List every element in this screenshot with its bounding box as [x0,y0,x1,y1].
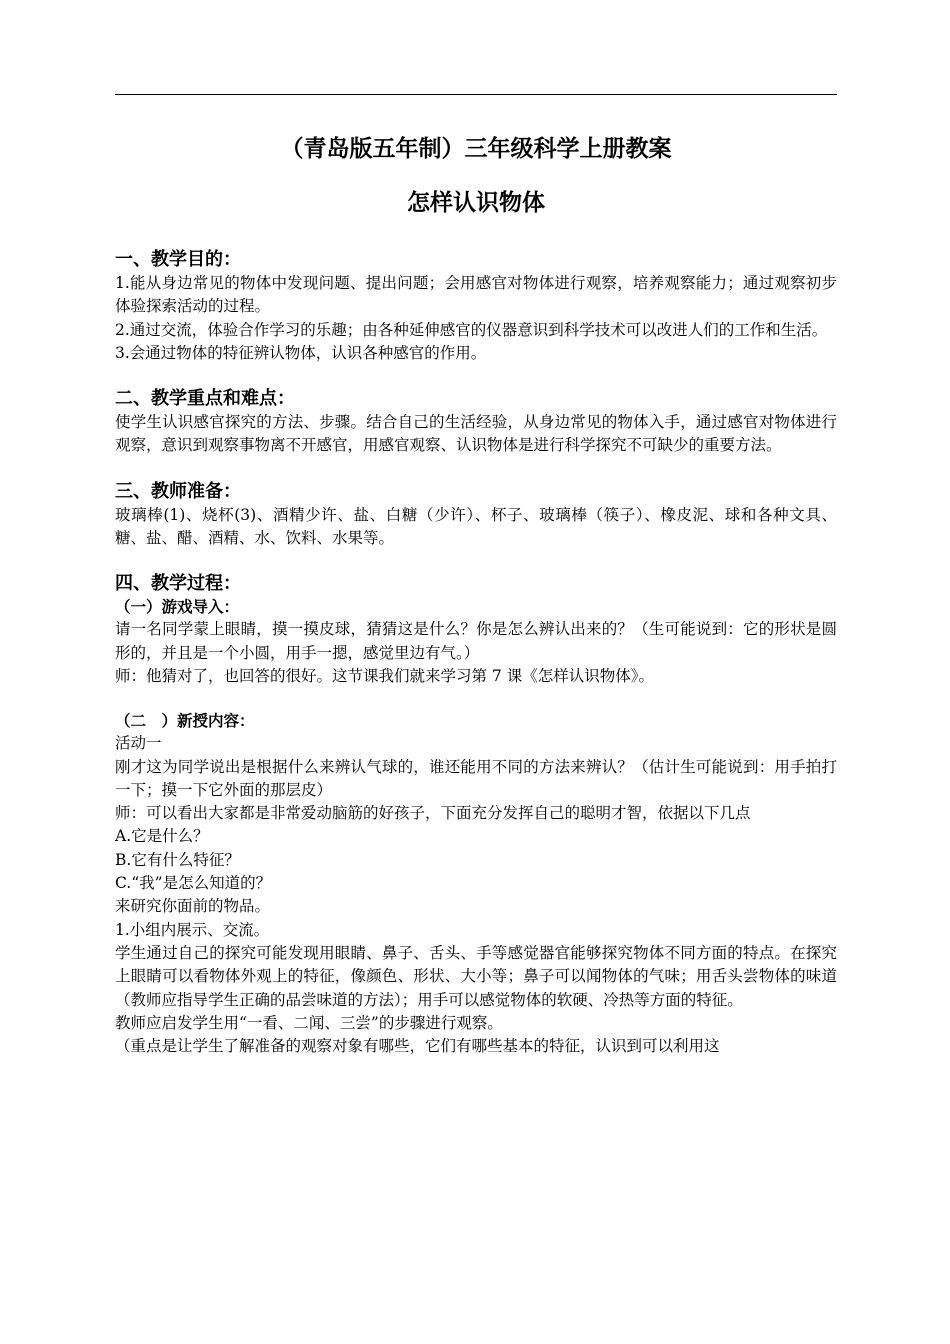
section-heading-preparation: 三、教师准备： [115,480,241,502]
list-item: C.“我”是怎么知道的？ [115,874,272,893]
document-body [115,128,837,1058]
list-item: A.它是什么？ [115,827,209,846]
paragraph: 1.小组内展示、交流。 [115,920,270,939]
paragraph: 学生通过自己的探究可能发现用眼睛、鼻子、舌头、手等感觉器官能够探究物体不同方面的特点。在探究上眼睛可以看物体外观上的特征，像颜色、形状、大小等；鼻子可以闻物体的气味；用舌头尝物体的味道（教师应指导学生正确的品尝味道的方法）；用手可以感觉物体的软硬、冷热等方面的特征。 [115,943,837,1009]
list-item: B.它有什么特征？ [115,850,240,869]
paragraph: 师：他猜对了，也回答的很好。这节课我们就来学习第 7 课《怎样认识物体》。 [115,666,654,685]
document-title: （青岛版五年制）三年级科学上册教案 [280,135,672,162]
section-heading-objectives: 一、教学目的： [115,249,241,270]
subsection-heading-intro: （一）游戏导入： [115,597,240,617]
paragraph: 2.通过交流，体验合作学习的乐趣；由各种延伸感官的仪器意识到科学技术可以改进人们的工作和生活。 [115,320,828,339]
paragraph: 来研究你面前的物品。 [115,897,271,916]
paragraph: 3.会通过物体的特征辨认物体，认识各种感官的作用。 [115,343,487,362]
paragraph: （重点是让学生了解准备的观察对象有哪些，它们有哪些基本的特征，认识到可以利用这 [115,1037,720,1056]
spacer [115,688,837,710]
header-rule [115,94,837,95]
section-heading-process: 四、教学过程： [115,573,241,595]
paragraph: 玻璃棒(1)、烧杯(3)、酒精少许、盐、白糖（少许）、杯子、玻璃棒（筷子）、橡皮泥、球和各种文具、糖、盐、醋、酒精、水、饮料、水果等。 [115,505,837,548]
subsection-heading-new-content: （二 ）新授内容： [115,711,255,731]
paragraph: 刚才这为同学说出是根据什么来辨认气球的，谁还能用不同的方法来辨认？（估计生可能说到：用手拍打一下；摸一下它外面的那层皮） [115,757,837,799]
document-subtitle: 怎样认识物体 [407,189,545,216]
paragraph: 师：可以看出大家都是非常爱动脑筋的好孩子，下面充分发挥自己的聪明才智，依据以下几点 [115,804,751,823]
paragraph: 1.能从身边常见的物体中发现问题、提出问题；会用感官对物体进行观察，培养观察能力；通过观察初步体验探索活动的过程。 [115,274,837,316]
paragraph: 使学生认识感官探究的方法、步骤。结合自己的生活经验，从身边常见的物体入手，通过感官对物体进行观察，意识到观察事物离不开感官，用感官观察、认识物体是进行科学探究不可缺少的重要方法。 [115,413,837,455]
paragraph: 教师应启发学生用“一看、二闻、三尝”的步骤进行观察。 [115,1013,503,1032]
paragraph: 请一名同学蒙上眼睛，摸一摸皮球，猜猜这是什么？你是怎么辨认出来的？（生可能说到：它的形状是圆形的，并且是一个小圆，用手一摁，感觉里边有气。） [115,620,837,662]
section-heading-key-points: 二、教学重点和难点： [115,388,295,410]
paragraph: 活动一 [115,734,162,753]
